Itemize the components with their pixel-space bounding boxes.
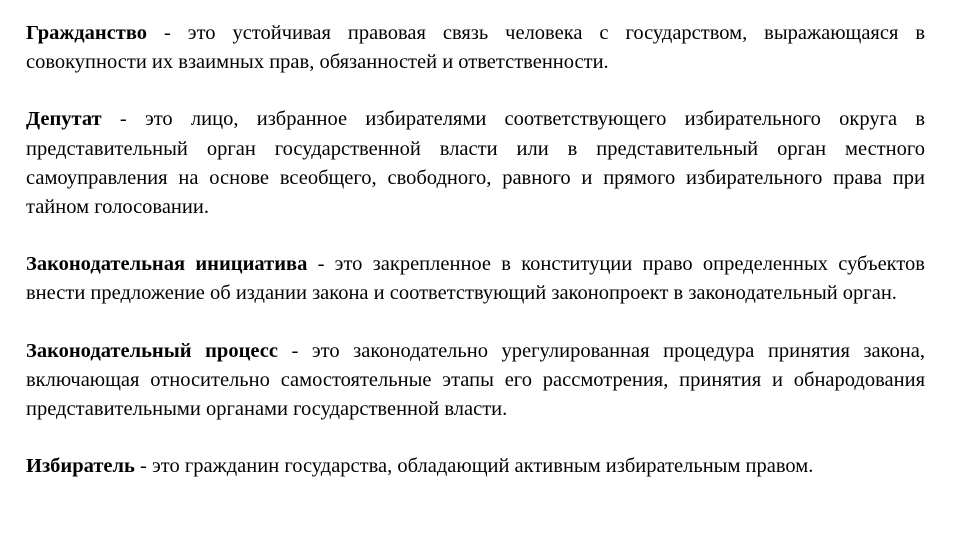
glossary-entry-legislative-process	[26, 337, 925, 425]
term-legislative-initiative: Законодательная инициатива	[26, 253, 308, 276]
glossary-entry-citizenship	[26, 19, 925, 77]
term-voter: Избиратель	[26, 455, 135, 478]
glossary-entry-legislative-initiative	[26, 250, 925, 308]
glossary-text	[26, 19, 925, 481]
term-legislative-process: Законодательный процесс	[26, 339, 278, 362]
definition-citizenship: - это устойчивая правовая связь человека с государством, выражающаяся в совокупности их взаимных прав, обязанностей и ответственности.	[26, 22, 925, 74]
definition-deputy: - это лицо, избранное избирателями соответствующего избирательного округа в представительный орган государственной власти или в представительный орган местного самоуправления на основе всеобщего, свободного, равного и прямого избирательного права при тайном голосовании.	[26, 108, 925, 219]
definition-legislative-initiative: - это закрепленное в конституции право определенных субъектов внести предложение об издании закона и соответствующий законопроект в законодательный орган.	[26, 253, 925, 305]
definition-voter: - это гражданин государства, обладающий активным избирательным правом.	[134, 455, 814, 478]
glossary-entry-deputy	[26, 105, 925, 222]
glossary-entry-voter	[26, 452, 925, 481]
definition-legislative-process: - это законодательно урегулированная процедура принятия закона, включающая относительно самостоятельные этапы его рассмотрения, принятия и обнародования представительными органами государственной власти.	[26, 339, 925, 421]
term-deputy: Депутат	[26, 108, 102, 131]
term-citizenship: Гражданство	[26, 22, 148, 44]
